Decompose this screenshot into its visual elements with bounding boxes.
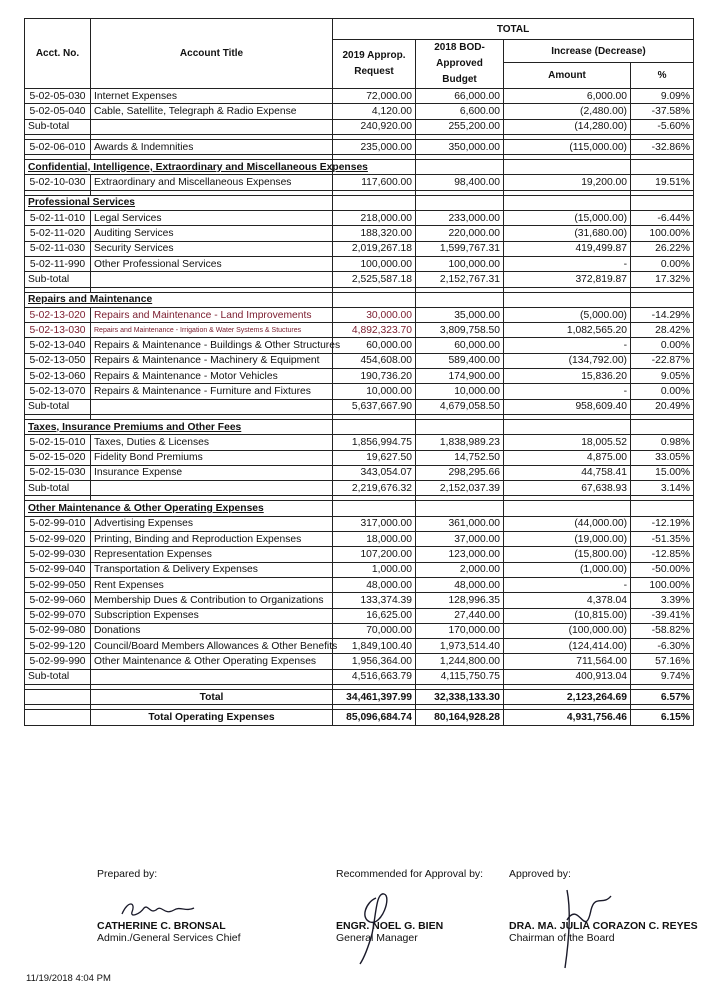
increase-pct-cell: 0.00% — [631, 338, 694, 353]
increase-pct-cell: 17.32% — [631, 272, 694, 287]
increase-pct-cell: -32.86% — [631, 139, 694, 154]
table-row — [25, 89, 694, 104]
account-title-cell: Repairs & Maintenance - Buildings & Other Structures — [91, 338, 333, 353]
header-increase: Increase (Decrease) — [504, 40, 694, 63]
bod-2018-cell: 60,000.00 — [416, 338, 504, 353]
acct-no-cell: 5-02-11-020 — [25, 226, 91, 241]
increase-pct-cell: -12.19% — [631, 516, 694, 531]
account-title-cell: Donations — [91, 623, 333, 638]
account-title-cell: Subscription Expenses — [91, 608, 333, 623]
acct-no-cell: 5-02-99-030 — [25, 547, 91, 562]
increase-amount-cell: (134,792.00) — [504, 353, 631, 368]
bod-2018-cell: 27,440.00 — [416, 608, 504, 623]
increase-pct-cell: -5.60% — [631, 119, 694, 134]
total-row — [25, 689, 694, 704]
account-title-cell: Extraordinary and Miscellaneous Expenses — [91, 175, 333, 190]
increase-pct-cell: -39.41% — [631, 608, 694, 623]
increase-pct-cell: 15.00% — [631, 465, 694, 480]
empty-cell — [504, 160, 631, 175]
account-title-cell: Taxes, Duties & Licenses — [91, 435, 333, 450]
subtotal-row — [25, 481, 694, 496]
section-title: Professional Services — [25, 195, 333, 210]
increase-amount-cell: 711,564.00 — [504, 654, 631, 669]
prepared-signature-scribble — [118, 896, 198, 922]
bod-2018-cell: 4,679,058.50 — [416, 399, 504, 414]
approp-2019-cell: 107,200.00 — [333, 547, 416, 562]
bod-2018-cell: 32,338,133.30 — [416, 689, 504, 704]
section-header-row — [25, 160, 694, 175]
acct-no-cell: 5-02-99-040 — [25, 562, 91, 577]
increase-amount-cell: 4,378.04 — [504, 593, 631, 608]
recommended-signature-scribble — [346, 888, 406, 968]
account-title-cell: Total — [91, 689, 333, 704]
approp-2019-cell: 85,096,684.74 — [333, 710, 416, 725]
approp-2019-cell: 343,054.07 — [333, 465, 416, 480]
increase-pct-cell: 33.05% — [631, 450, 694, 465]
acct-no-cell: 5-02-13-060 — [25, 369, 91, 384]
table-row — [25, 593, 694, 608]
bod-2018-cell: 6,600.00 — [416, 104, 504, 119]
empty-cell — [504, 419, 631, 434]
increase-amount-cell: (124,414.00) — [504, 639, 631, 654]
increase-amount-cell: 67,638.93 — [504, 481, 631, 496]
empty-cell — [416, 419, 504, 434]
empty-cell — [416, 160, 504, 175]
acct-no-cell — [25, 689, 91, 704]
bod-2018-cell: 48,000.00 — [416, 577, 504, 592]
increase-pct-cell: 20.49% — [631, 399, 694, 414]
account-title-cell: Internet Expenses — [91, 89, 333, 104]
increase-amount-cell: 44,758.41 — [504, 465, 631, 480]
increase-pct-cell: 57.16% — [631, 654, 694, 669]
section-title: Repairs and Maintenance — [25, 292, 333, 307]
account-title-cell — [91, 272, 333, 287]
acct-no-cell: 5-02-13-040 — [25, 338, 91, 353]
table-row — [25, 608, 694, 623]
subtotal-row — [25, 119, 694, 134]
acct-no-cell: 5-02-05-040 — [25, 104, 91, 119]
approp-2019-cell: 10,000.00 — [333, 384, 416, 399]
increase-amount-cell: 419,499.87 — [504, 241, 631, 256]
empty-cell — [504, 501, 631, 516]
approp-2019-cell: 2,525,587.18 — [333, 272, 416, 287]
table-row — [25, 516, 694, 531]
table-row — [25, 353, 694, 368]
increase-amount-cell: 1,082,565.20 — [504, 323, 631, 338]
header-2018-bod: 2018 BOD-Approved Budget — [416, 40, 504, 89]
bod-2018-cell: 128,996.35 — [416, 593, 504, 608]
acct-no-cell: Sub-total — [25, 481, 91, 496]
increase-amount-cell: (100,000.00) — [504, 623, 631, 638]
bod-2018-cell: 361,000.00 — [416, 516, 504, 531]
approp-2019-cell: 4,516,663.79 — [333, 669, 416, 684]
bod-2018-cell: 170,000.00 — [416, 623, 504, 638]
section-title: Other Maintenance & Other Operating Expenses — [25, 501, 333, 516]
approp-2019-cell: 454,608.00 — [333, 353, 416, 368]
increase-pct-cell: -12.85% — [631, 547, 694, 562]
approp-2019-cell: 100,000.00 — [333, 256, 416, 271]
table-row — [25, 577, 694, 592]
approp-2019-cell: 34,461,397.99 — [333, 689, 416, 704]
approp-2019-cell: 218,000.00 — [333, 211, 416, 226]
header-total: TOTAL — [333, 19, 694, 40]
approp-2019-cell: 1,000.00 — [333, 562, 416, 577]
account-title-cell: Repairs & Maintenance - Motor Vehicles — [91, 369, 333, 384]
increase-amount-cell: (10,815.00) — [504, 608, 631, 623]
header-account-title: Account Title — [91, 19, 333, 89]
increase-amount-cell: 6,000.00 — [504, 89, 631, 104]
approp-2019-cell: 190,736.20 — [333, 369, 416, 384]
bod-2018-cell: 220,000.00 — [416, 226, 504, 241]
recommended-by-label: Recommended for Approval by: — [336, 868, 484, 880]
acct-no-cell: 5-02-15-010 — [25, 435, 91, 450]
bod-2018-cell: 4,115,750.75 — [416, 669, 504, 684]
approved-by-label: Approved by: — [509, 868, 571, 880]
approp-2019-cell: 18,000.00 — [333, 532, 416, 547]
bod-2018-cell: 298,295.66 — [416, 465, 504, 480]
approp-2019-cell: 4,892,323.70 — [333, 323, 416, 338]
approved-by-position: Chairman of the Board — [509, 932, 615, 944]
bod-2018-cell: 174,900.00 — [416, 369, 504, 384]
table-row — [25, 639, 694, 654]
bod-2018-cell: 14,752.50 — [416, 450, 504, 465]
increase-pct-cell: 100.00% — [631, 577, 694, 592]
increase-pct-cell: 3.39% — [631, 593, 694, 608]
account-title-cell: Other Professional Services — [91, 256, 333, 271]
empty-cell — [504, 292, 631, 307]
acct-no-cell: 5-02-11-030 — [25, 241, 91, 256]
account-title-cell — [91, 481, 333, 496]
table-row — [25, 654, 694, 669]
approp-2019-cell: 2,219,676.32 — [333, 481, 416, 496]
bod-2018-cell: 66,000.00 — [416, 89, 504, 104]
approp-2019-cell: 240,920.00 — [333, 119, 416, 134]
acct-no-cell: Sub-total — [25, 272, 91, 287]
approp-2019-cell: 19,627.50 — [333, 450, 416, 465]
increase-amount-cell: 400,913.04 — [504, 669, 631, 684]
bod-2018-cell: 123,000.00 — [416, 547, 504, 562]
header-pct: % — [631, 63, 694, 89]
empty-cell — [416, 195, 504, 210]
increase-amount-cell: (2,480.00) — [504, 104, 631, 119]
table-row — [25, 323, 694, 338]
acct-no-cell: Sub-total — [25, 669, 91, 684]
bod-2018-cell: 35,000.00 — [416, 307, 504, 322]
bod-2018-cell: 350,000.00 — [416, 139, 504, 154]
empty-cell — [416, 292, 504, 307]
empty-cell — [631, 419, 694, 434]
subtotal-row — [25, 272, 694, 287]
account-title-cell: Transportation & Delivery Expenses — [91, 562, 333, 577]
account-title-cell: Rent Expenses — [91, 577, 333, 592]
bod-2018-cell: 2,152,037.39 — [416, 481, 504, 496]
table-row — [25, 104, 694, 119]
acct-no-cell: 5-02-11-990 — [25, 256, 91, 271]
approp-2019-cell: 117,600.00 — [333, 175, 416, 190]
increase-pct-cell: 3.14% — [631, 481, 694, 496]
increase-amount-cell: - — [504, 384, 631, 399]
acct-no-cell: 5-02-99-990 — [25, 654, 91, 669]
increase-pct-cell: 6.15% — [631, 710, 694, 725]
subtotal-row — [25, 669, 694, 684]
empty-cell — [416, 501, 504, 516]
acct-no-cell: 5-02-13-030 — [25, 323, 91, 338]
bod-2018-cell: 2,000.00 — [416, 562, 504, 577]
increase-pct-cell: -6.30% — [631, 639, 694, 654]
bod-2018-cell: 255,200.00 — [416, 119, 504, 134]
account-title-cell: Awards & Indemnities — [91, 139, 333, 154]
approp-2019-cell: 48,000.00 — [333, 577, 416, 592]
empty-cell — [631, 501, 694, 516]
approp-2019-cell: 16,625.00 — [333, 608, 416, 623]
empty-cell — [631, 160, 694, 175]
acct-no-cell: Sub-total — [25, 399, 91, 414]
account-title-cell: Repairs & Maintenance - Furniture and Fixtures — [91, 384, 333, 399]
account-title-cell — [91, 669, 333, 684]
approp-2019-cell: 317,000.00 — [333, 516, 416, 531]
increase-pct-cell: 6.57% — [631, 689, 694, 704]
account-title-cell: Council/Board Members Allowances & Other Benefits — [91, 639, 333, 654]
table-row — [25, 226, 694, 241]
acct-no-cell: 5-02-99-120 — [25, 639, 91, 654]
account-title-cell: Security Services — [91, 241, 333, 256]
section-header-row — [25, 292, 694, 307]
section-header-row — [25, 419, 694, 434]
increase-amount-cell: (115,000.00) — [504, 139, 631, 154]
account-title-cell: Auditing Services — [91, 226, 333, 241]
acct-no-cell — [25, 710, 91, 725]
table-row — [25, 241, 694, 256]
acct-no-cell: 5-02-15-030 — [25, 465, 91, 480]
bod-2018-cell: 1,599,767.31 — [416, 241, 504, 256]
increase-amount-cell: (1,000.00) — [504, 562, 631, 577]
approp-2019-cell: 1,856,994.75 — [333, 435, 416, 450]
table-row — [25, 435, 694, 450]
increase-amount-cell: (15,000.00) — [504, 211, 631, 226]
bod-2018-cell: 80,164,928.28 — [416, 710, 504, 725]
bod-2018-cell: 1,244,800.00 — [416, 654, 504, 669]
account-title-cell: Membership Dues & Contribution to Organizations — [91, 593, 333, 608]
section-title: Taxes, Insurance Premiums and Other Fees — [25, 419, 333, 434]
bod-2018-cell: 98,400.00 — [416, 175, 504, 190]
acct-no-cell: Sub-total — [25, 119, 91, 134]
acct-no-cell: 5-02-99-070 — [25, 608, 91, 623]
account-title-cell — [91, 399, 333, 414]
increase-pct-cell: -37.58% — [631, 104, 694, 119]
bod-2018-cell: 1,838,989.23 — [416, 435, 504, 450]
table-body — [25, 89, 694, 726]
increase-pct-cell: 26.22% — [631, 241, 694, 256]
section-header-row — [25, 195, 694, 210]
bod-2018-cell: 37,000.00 — [416, 532, 504, 547]
increase-amount-cell: - — [504, 338, 631, 353]
acct-no-cell: 5-02-13-050 — [25, 353, 91, 368]
approp-2019-cell: 70,000.00 — [333, 623, 416, 638]
acct-no-cell: 5-02-05-030 — [25, 89, 91, 104]
account-title-cell: Insurance Expense — [91, 465, 333, 480]
recommended-by-position: General Manager — [336, 932, 418, 944]
increase-amount-cell: (14,280.00) — [504, 119, 631, 134]
prepared-by-label: Prepared by: — [97, 868, 158, 880]
account-title-cell: Printing, Binding and Reproduction Expenses — [91, 532, 333, 547]
empty-cell — [631, 292, 694, 307]
increase-amount-cell: (19,000.00) — [504, 532, 631, 547]
print-timestamp: 11/19/2018 4:04 PM — [26, 973, 111, 984]
approp-2019-cell: 188,320.00 — [333, 226, 416, 241]
account-title-cell: Cable, Satellite, Telegraph & Radio Expense — [91, 104, 333, 119]
header-2019-approp: 2019 Approp. Request — [333, 40, 416, 89]
increase-pct-cell: -6.44% — [631, 211, 694, 226]
prepared-by-position: Admin./General Services Chief — [97, 932, 241, 944]
approved-by-name: DRA. MA. JULIA CORAZON C. REYES — [509, 920, 698, 932]
recommended-by-name: ENGR. NOEL G. BIEN — [336, 920, 444, 932]
approp-2019-cell: 72,000.00 — [333, 89, 416, 104]
increase-pct-cell: 100.00% — [631, 226, 694, 241]
account-title-cell — [91, 119, 333, 134]
bod-2018-cell: 100,000.00 — [416, 256, 504, 271]
table-row — [25, 256, 694, 271]
bod-2018-cell: 589,400.00 — [416, 353, 504, 368]
table-row — [25, 547, 694, 562]
increase-amount-cell: 372,819.87 — [504, 272, 631, 287]
approp-2019-cell: 1,956,364.00 — [333, 654, 416, 669]
header-amount: Amount — [504, 63, 631, 89]
increase-amount-cell: - — [504, 256, 631, 271]
empty-cell — [333, 501, 416, 516]
section-header-row — [25, 501, 694, 516]
acct-no-cell: 5-02-11-010 — [25, 211, 91, 226]
acct-no-cell: 5-02-13-070 — [25, 384, 91, 399]
acct-no-cell: 5-02-99-060 — [25, 593, 91, 608]
bod-2018-cell: 233,000.00 — [416, 211, 504, 226]
increase-amount-cell: 2,123,264.69 — [504, 689, 631, 704]
account-title-cell: Total Operating Expenses — [91, 710, 333, 725]
table-row — [25, 465, 694, 480]
approp-2019-cell: 1,849,100.40 — [333, 639, 416, 654]
approp-2019-cell: 5,637,667.90 — [333, 399, 416, 414]
bod-2018-cell: 2,152,767.31 — [416, 272, 504, 287]
acct-no-cell: 5-02-99-010 — [25, 516, 91, 531]
table-row — [25, 384, 694, 399]
increase-amount-cell: 18,005.52 — [504, 435, 631, 450]
approp-2019-cell: 133,374.39 — [333, 593, 416, 608]
account-title-cell: Repairs and Maintenance - Irrigation & Water Systems & Stuctures — [91, 323, 333, 338]
account-title-cell: Advertising Expenses — [91, 516, 333, 531]
empty-cell — [333, 195, 416, 210]
account-title-cell: Repairs & Maintenance - Machinery & Equipment — [91, 353, 333, 368]
approp-2019-cell: 60,000.00 — [333, 338, 416, 353]
section-title: Confidential, Intelligence, Extraordinary and Miscellaneous Expenses — [25, 160, 333, 175]
increase-pct-cell: 9.74% — [631, 669, 694, 684]
table-row — [25, 532, 694, 547]
increase-amount-cell: 19,200.00 — [504, 175, 631, 190]
table-row — [25, 369, 694, 384]
acct-no-cell: 5-02-06-010 — [25, 139, 91, 154]
increase-amount-cell: (44,000.00) — [504, 516, 631, 531]
acct-no-cell: 5-02-13-020 — [25, 307, 91, 322]
increase-pct-cell: 0.00% — [631, 256, 694, 271]
increase-amount-cell: (5,000.00) — [504, 307, 631, 322]
table-row — [25, 175, 694, 190]
increase-pct-cell: 9.05% — [631, 369, 694, 384]
bod-2018-cell: 1,973,514.40 — [416, 639, 504, 654]
approp-2019-cell: 2,019,267.18 — [333, 241, 416, 256]
increase-amount-cell: 4,931,756.46 — [504, 710, 631, 725]
approp-2019-cell: 30,000.00 — [333, 307, 416, 322]
account-title-cell: Legal Services — [91, 211, 333, 226]
acct-no-cell: 5-02-99-080 — [25, 623, 91, 638]
increase-pct-cell: -58.82% — [631, 623, 694, 638]
table-row — [25, 623, 694, 638]
bod-2018-cell: 3,809,758.50 — [416, 323, 504, 338]
acct-no-cell: 5-02-15-020 — [25, 450, 91, 465]
increase-pct-cell: 9.09% — [631, 89, 694, 104]
account-title-cell: Representation Expenses — [91, 547, 333, 562]
approp-2019-cell: 4,120.00 — [333, 104, 416, 119]
increase-amount-cell: - — [504, 577, 631, 592]
header-acct-no: Acct. No. — [25, 19, 91, 89]
account-title-cell: Fidelity Bond Premiums — [91, 450, 333, 465]
increase-pct-cell: -50.00% — [631, 562, 694, 577]
increase-amount-cell: (15,800.00) — [504, 547, 631, 562]
acct-no-cell: 5-02-10-030 — [25, 175, 91, 190]
increase-pct-cell: 0.98% — [631, 435, 694, 450]
increase-pct-cell: -22.87% — [631, 353, 694, 368]
budget-table — [24, 18, 694, 726]
increase-amount-cell: 958,609.40 — [504, 399, 631, 414]
increase-pct-cell: -51.35% — [631, 532, 694, 547]
acct-no-cell: 5-02-99-050 — [25, 577, 91, 592]
increase-amount-cell: 4,875.00 — [504, 450, 631, 465]
approved-signature-scribble — [555, 880, 615, 970]
total-row — [25, 710, 694, 725]
bod-2018-cell: 10,000.00 — [416, 384, 504, 399]
approp-2019-cell: 235,000.00 — [333, 139, 416, 154]
table-row — [25, 562, 694, 577]
table-row — [25, 211, 694, 226]
prepared-by-name: CATHERINE C. BRONSAL — [97, 920, 226, 932]
table-row — [25, 139, 694, 154]
increase-pct-cell: 19.51% — [631, 175, 694, 190]
increase-pct-cell: 0.00% — [631, 384, 694, 399]
increase-pct-cell: -14.29% — [631, 307, 694, 322]
increase-pct-cell: 28.42% — [631, 323, 694, 338]
empty-cell — [504, 195, 631, 210]
table-row — [25, 338, 694, 353]
table-row — [25, 307, 694, 322]
empty-cell — [333, 292, 416, 307]
account-title-cell: Other Maintenance & Other Operating Expenses — [91, 654, 333, 669]
empty-cell — [631, 195, 694, 210]
table-row — [25, 450, 694, 465]
increase-amount-cell: (31,680.00) — [504, 226, 631, 241]
subtotal-row — [25, 399, 694, 414]
increase-amount-cell: 15,836.20 — [504, 369, 631, 384]
acct-no-cell: 5-02-99-020 — [25, 532, 91, 547]
account-title-cell: Repairs and Maintenance - Land Improvements — [91, 307, 333, 322]
empty-cell — [333, 419, 416, 434]
